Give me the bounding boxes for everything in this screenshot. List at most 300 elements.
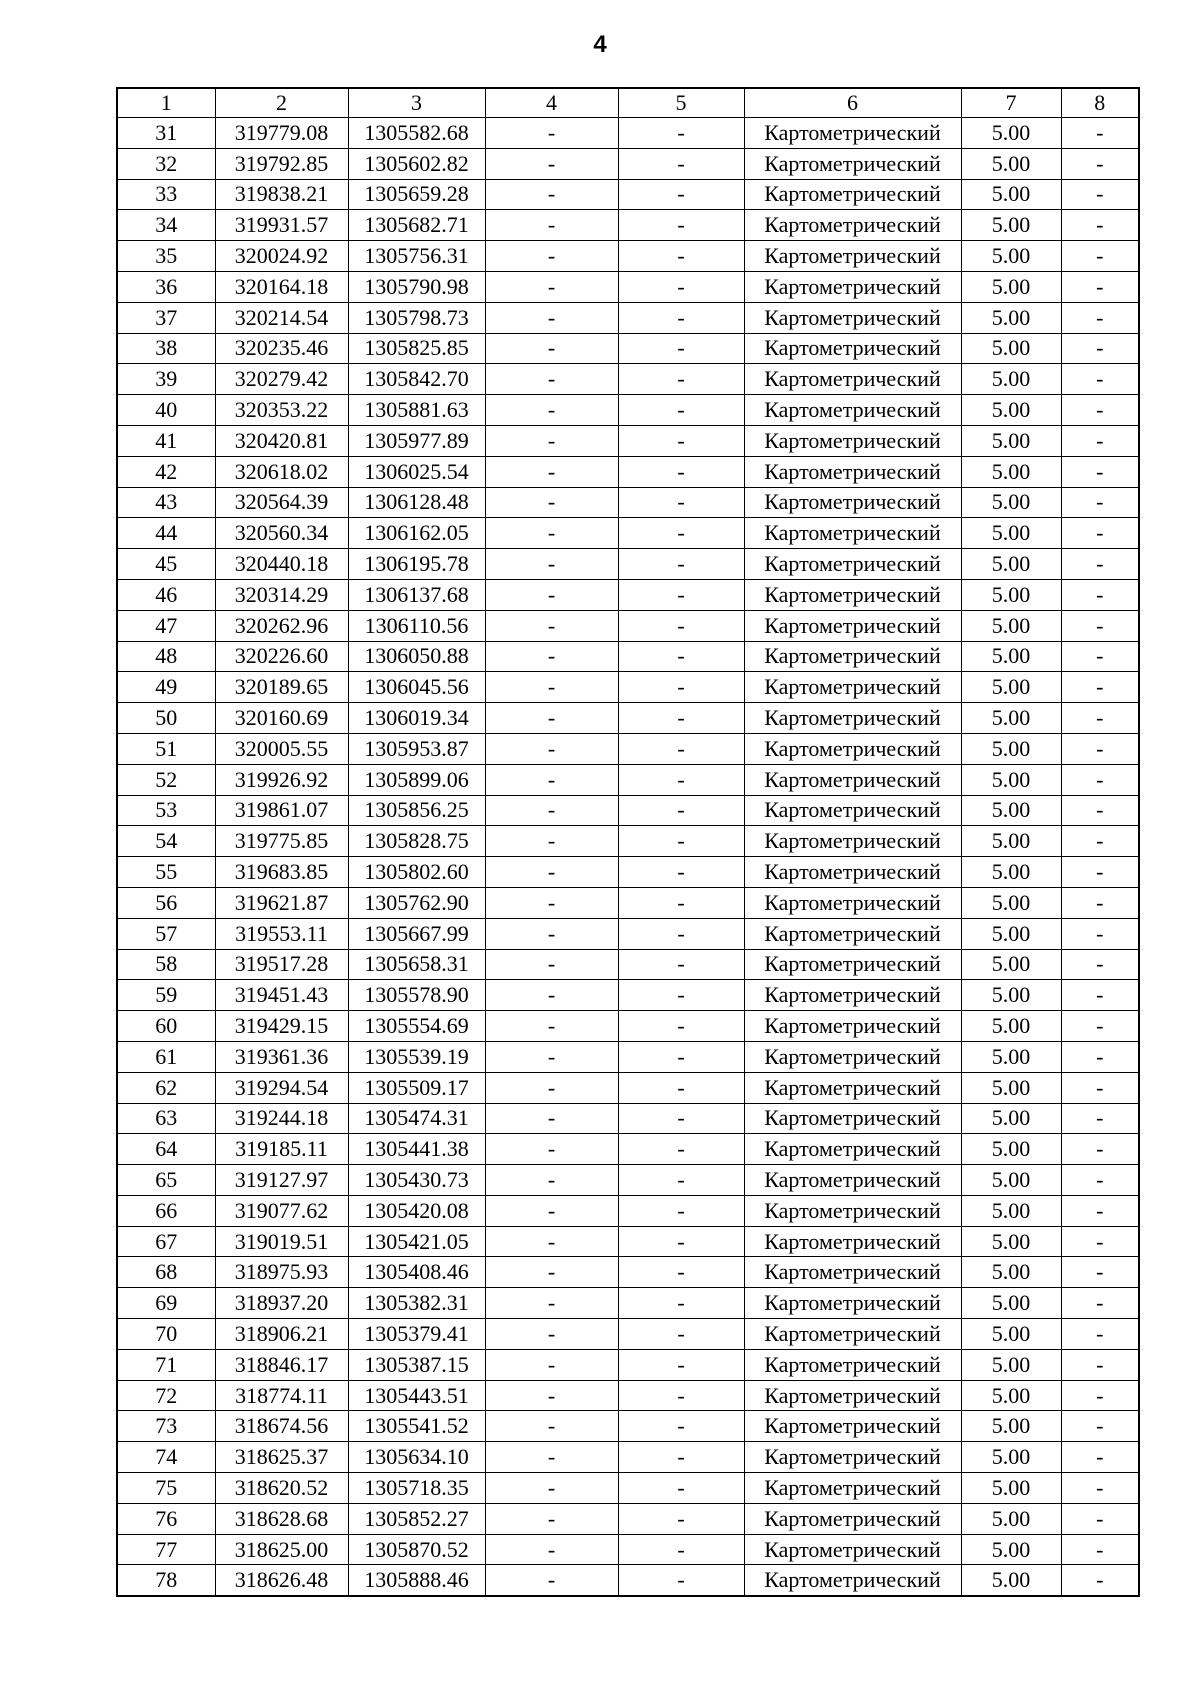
table-cell: - — [618, 1103, 744, 1134]
table-cell: 40 — [117, 395, 215, 426]
table-cell: - — [485, 1041, 618, 1072]
table-row — [117, 764, 1139, 795]
table-cell: Картометрический — [744, 364, 961, 395]
table-cell: Картометрический — [744, 1380, 961, 1411]
table-cell: Картометрический — [744, 672, 961, 703]
table-cell: 5.00 — [961, 1103, 1061, 1134]
table-cell: 1306195.78 — [348, 549, 485, 580]
table-cell: - — [1061, 1103, 1139, 1134]
table-cell: 318774.11 — [215, 1380, 348, 1411]
table-cell: 320279.42 — [215, 364, 348, 395]
table-cell: - — [618, 456, 744, 487]
table-row — [117, 179, 1139, 210]
table-cell: - — [618, 795, 744, 826]
table-cell: - — [1061, 1534, 1139, 1565]
table-row — [117, 1473, 1139, 1504]
table-cell: 1305667.99 — [348, 918, 485, 949]
table-cell: 49 — [117, 672, 215, 703]
table-cell: - — [618, 271, 744, 302]
table-cell: - — [485, 1565, 618, 1596]
table-cell: - — [618, 1072, 744, 1103]
table-cell: - — [485, 1134, 618, 1165]
table-cell: - — [485, 364, 618, 395]
table-row — [117, 1503, 1139, 1534]
table-cell: 5.00 — [961, 1288, 1061, 1319]
table-cell: - — [1061, 733, 1139, 764]
table-cell: 54 — [117, 826, 215, 857]
table-cell: Картометрический — [744, 887, 961, 918]
table-cell: - — [618, 1411, 744, 1442]
table-cell: - — [618, 1041, 744, 1072]
table-cell: 319926.92 — [215, 764, 348, 795]
table-cell: 319127.97 — [215, 1165, 348, 1196]
table-cell: 1305718.35 — [348, 1473, 485, 1504]
table-cell: - — [618, 241, 744, 272]
table-cell: 48 — [117, 641, 215, 672]
table-cell: 45 — [117, 549, 215, 580]
table-cell: - — [618, 826, 744, 857]
table-cell: - — [1061, 1473, 1139, 1504]
table-row — [117, 795, 1139, 826]
table-row — [117, 887, 1139, 918]
table-cell: 1305659.28 — [348, 179, 485, 210]
table-cell: 1305798.73 — [348, 302, 485, 333]
table-cell: - — [618, 610, 744, 641]
table-cell: Картометрический — [744, 1534, 961, 1565]
table-cell: 319185.11 — [215, 1134, 348, 1165]
table-cell: 1305870.52 — [348, 1534, 485, 1565]
table-cell: - — [618, 148, 744, 179]
table-cell: - — [1061, 302, 1139, 333]
table-cell: - — [618, 1565, 744, 1596]
table-cell: 320440.18 — [215, 549, 348, 580]
table-row — [117, 703, 1139, 734]
table-cell: - — [1061, 764, 1139, 795]
table-cell: 1305828.75 — [348, 826, 485, 857]
table-cell: - — [1061, 1257, 1139, 1288]
table-cell: 319779.08 — [215, 118, 348, 149]
table-cell: 75 — [117, 1473, 215, 1504]
column-header: 5 — [618, 88, 744, 118]
table-cell: 319077.62 — [215, 1195, 348, 1226]
table-cell: - — [1061, 456, 1139, 487]
table-cell: - — [485, 1195, 618, 1226]
table-cell: 37 — [117, 302, 215, 333]
table-cell: 60 — [117, 1011, 215, 1042]
table-cell: 61 — [117, 1041, 215, 1072]
table-row — [117, 672, 1139, 703]
table-cell: 1305888.46 — [348, 1565, 485, 1596]
table-row — [117, 118, 1139, 149]
table-cell: 1306128.48 — [348, 487, 485, 518]
table-cell: 5.00 — [961, 857, 1061, 888]
table-cell: - — [485, 487, 618, 518]
table-cell: 77 — [117, 1534, 215, 1565]
table-cell: - — [1061, 1041, 1139, 1072]
table-cell: - — [618, 1134, 744, 1165]
table-cell: - — [485, 395, 618, 426]
table-cell: - — [618, 733, 744, 764]
table-cell: 319861.07 — [215, 795, 348, 826]
table-cell: Картометрический — [744, 1011, 961, 1042]
column-header: 1 — [117, 88, 215, 118]
table-cell: 5.00 — [961, 795, 1061, 826]
table-cell: Картометрический — [744, 487, 961, 518]
table-cell: Картометрический — [744, 1041, 961, 1072]
table-cell: 1305762.90 — [348, 887, 485, 918]
table-cell: - — [1061, 395, 1139, 426]
table-cell: 1305856.25 — [348, 795, 485, 826]
table-cell: 319683.85 — [215, 857, 348, 888]
table-cell: 39 — [117, 364, 215, 395]
table-cell: - — [1061, 364, 1139, 395]
table-row — [117, 1011, 1139, 1042]
table-cell: 46 — [117, 579, 215, 610]
table-cell: 78 — [117, 1565, 215, 1596]
table-cell: Картометрический — [744, 395, 961, 426]
table-cell: Картометрический — [744, 210, 961, 241]
table-cell: 1305554.69 — [348, 1011, 485, 1042]
table-cell: - — [1061, 1411, 1139, 1442]
table-cell: 5.00 — [961, 364, 1061, 395]
table-cell: - — [485, 1503, 618, 1534]
table-cell: 318626.48 — [215, 1565, 348, 1596]
table-cell: - — [618, 1257, 744, 1288]
table-row — [117, 148, 1139, 179]
table-cell: - — [618, 179, 744, 210]
table-cell: 5.00 — [961, 764, 1061, 795]
table-cell: - — [1061, 795, 1139, 826]
table-cell: 33 — [117, 179, 215, 210]
table-cell: 63 — [117, 1103, 215, 1134]
table-cell: 55 — [117, 857, 215, 888]
table-cell: - — [1061, 179, 1139, 210]
table-cell: 71 — [117, 1349, 215, 1380]
table-cell: - — [485, 518, 618, 549]
table-cell: 1305825.85 — [348, 333, 485, 364]
table-cell: - — [485, 1380, 618, 1411]
table-cell: 318628.68 — [215, 1503, 348, 1534]
table-cell: - — [485, 549, 618, 580]
table-row — [117, 210, 1139, 241]
table-cell: 1305582.68 — [348, 118, 485, 149]
table-cell: 32 — [117, 148, 215, 179]
table-cell: Картометрический — [744, 549, 961, 580]
table-cell: 1306162.05 — [348, 518, 485, 549]
table-cell: - — [485, 610, 618, 641]
table-cell: Картометрический — [744, 1565, 961, 1596]
table-cell: 320005.55 — [215, 733, 348, 764]
column-header: 2 — [215, 88, 348, 118]
table-cell: 34 — [117, 210, 215, 241]
table-cell: - — [1061, 949, 1139, 980]
table-row — [117, 1411, 1139, 1442]
table-cell: 5.00 — [961, 1442, 1061, 1473]
table-cell: Картометрический — [744, 1165, 961, 1196]
table-cell: Картометрический — [744, 610, 961, 641]
table-cell: 318975.93 — [215, 1257, 348, 1288]
table-cell: - — [618, 764, 744, 795]
table-cell: - — [618, 395, 744, 426]
table-cell: - — [1061, 641, 1139, 672]
table-row — [117, 857, 1139, 888]
table-cell: 5.00 — [961, 887, 1061, 918]
table-cell: 318625.00 — [215, 1534, 348, 1565]
table-cell: 319451.43 — [215, 980, 348, 1011]
table-cell: 1305443.51 — [348, 1380, 485, 1411]
table-cell: - — [485, 1534, 618, 1565]
page-number: 4 — [593, 31, 607, 58]
table-cell: Картометрический — [744, 179, 961, 210]
table-cell: - — [485, 949, 618, 980]
table-cell: - — [1061, 118, 1139, 149]
table-row — [117, 518, 1139, 549]
table-cell: 1306025.54 — [348, 456, 485, 487]
table-cell: - — [1061, 887, 1139, 918]
table-cell: - — [485, 579, 618, 610]
table-cell: 1305421.05 — [348, 1226, 485, 1257]
table-cell: - — [618, 425, 744, 456]
column-header: 6 — [744, 88, 961, 118]
table-row — [117, 1041, 1139, 1072]
table-cell: 5.00 — [961, 949, 1061, 980]
table-cell: 319792.85 — [215, 148, 348, 179]
table-cell: - — [485, 210, 618, 241]
table-cell: Картометрический — [744, 333, 961, 364]
table-row — [117, 918, 1139, 949]
table-cell: - — [618, 364, 744, 395]
table-row — [117, 1195, 1139, 1226]
column-header: 4 — [485, 88, 618, 118]
table-cell: - — [485, 980, 618, 1011]
table-cell: - — [1061, 826, 1139, 857]
table-cell: - — [1061, 333, 1139, 364]
table-cell: 5.00 — [961, 241, 1061, 272]
table-cell: 5.00 — [961, 826, 1061, 857]
table-cell: 318674.56 — [215, 1411, 348, 1442]
table-cell: Картометрический — [744, 1103, 961, 1134]
table-cell: 320314.29 — [215, 579, 348, 610]
table-cell: 1305852.27 — [348, 1503, 485, 1534]
table-cell: 319621.87 — [215, 887, 348, 918]
table-cell: Картометрический — [744, 980, 961, 1011]
table-cell: 5.00 — [961, 1134, 1061, 1165]
table-cell: 5.00 — [961, 302, 1061, 333]
table-cell: - — [485, 672, 618, 703]
table-cell: - — [485, 1288, 618, 1319]
table-cell: 1306137.68 — [348, 579, 485, 610]
table-cell: Картометрический — [744, 1349, 961, 1380]
table-cell: Картометрический — [744, 1257, 961, 1288]
table-row — [117, 641, 1139, 672]
table-cell: Картометрический — [744, 271, 961, 302]
table-row — [117, 241, 1139, 272]
table-row — [117, 1534, 1139, 1565]
table-row — [117, 271, 1139, 302]
table-cell: 319775.85 — [215, 826, 348, 857]
table-row — [117, 425, 1139, 456]
table-cell: Картометрический — [744, 1134, 961, 1165]
table-cell: 320618.02 — [215, 456, 348, 487]
table-cell: 320214.54 — [215, 302, 348, 333]
table-cell: - — [618, 1380, 744, 1411]
table-cell: 64 — [117, 1134, 215, 1165]
table-cell: 5.00 — [961, 1319, 1061, 1350]
table-cell: 1305387.15 — [348, 1349, 485, 1380]
table-cell: - — [485, 887, 618, 918]
table-cell: Картометрический — [744, 241, 961, 272]
table-cell: Картометрический — [744, 118, 961, 149]
table-cell: - — [618, 672, 744, 703]
table-cell: 53 — [117, 795, 215, 826]
table-cell: 5.00 — [961, 1165, 1061, 1196]
table-cell: 5.00 — [961, 1257, 1061, 1288]
table-cell: - — [1061, 1011, 1139, 1042]
table-cell: - — [1061, 549, 1139, 580]
table-cell: Картометрический — [744, 1411, 961, 1442]
table-row — [117, 826, 1139, 857]
table-row — [117, 1349, 1139, 1380]
table-cell: - — [618, 210, 744, 241]
table-row — [117, 1380, 1139, 1411]
table-cell: - — [485, 857, 618, 888]
table-cell: 1305899.06 — [348, 764, 485, 795]
table-cell: 5.00 — [961, 1011, 1061, 1042]
table-cell: 44 — [117, 518, 215, 549]
table-cell: 57 — [117, 918, 215, 949]
table-cell: Картометрический — [744, 148, 961, 179]
table-cell: 1305842.70 — [348, 364, 485, 395]
table-cell: - — [485, 241, 618, 272]
table-cell: - — [485, 302, 618, 333]
table-cell: - — [1061, 1319, 1139, 1350]
table-cell: 31 — [117, 118, 215, 149]
table-cell: Картометрический — [744, 425, 961, 456]
table-row — [117, 1319, 1139, 1350]
table-cell: Картометрический — [744, 857, 961, 888]
table-cell: Картометрический — [744, 1226, 961, 1257]
table-row — [117, 1565, 1139, 1596]
table-row — [117, 949, 1139, 980]
table-cell: 5.00 — [961, 610, 1061, 641]
table-cell: - — [485, 1011, 618, 1042]
table-cell: 66 — [117, 1195, 215, 1226]
table-cell: 320235.46 — [215, 333, 348, 364]
table-cell: - — [485, 795, 618, 826]
table-row — [117, 302, 1139, 333]
table-cell: 73 — [117, 1411, 215, 1442]
table-cell: 74 — [117, 1442, 215, 1473]
table-cell: - — [618, 980, 744, 1011]
table-cell: 1305682.71 — [348, 210, 485, 241]
table-cell: 1305790.98 — [348, 271, 485, 302]
table-cell: 72 — [117, 1380, 215, 1411]
table-cell: 5.00 — [961, 179, 1061, 210]
table-cell: Картометрический — [744, 826, 961, 857]
table-cell: 5.00 — [961, 672, 1061, 703]
table-cell: Картометрический — [744, 949, 961, 980]
table-cell: - — [1061, 1565, 1139, 1596]
table-cell: - — [1061, 1349, 1139, 1380]
table-cell: - — [485, 1226, 618, 1257]
table-cell: Картометрический — [744, 918, 961, 949]
table-cell: 5.00 — [961, 118, 1061, 149]
table-cell: 320564.39 — [215, 487, 348, 518]
table-cell: 1305578.90 — [348, 980, 485, 1011]
table-cell: 47 — [117, 610, 215, 641]
table-cell: 5.00 — [961, 1195, 1061, 1226]
table-row — [117, 733, 1139, 764]
table-row — [117, 333, 1139, 364]
table-cell: - — [618, 302, 744, 333]
table-row — [117, 1072, 1139, 1103]
table-cell: 320353.22 — [215, 395, 348, 426]
table-cell: - — [1061, 703, 1139, 734]
table-cell: 67 — [117, 1226, 215, 1257]
table-body — [117, 118, 1139, 1597]
table-cell: 5.00 — [961, 918, 1061, 949]
table-cell: - — [485, 1349, 618, 1380]
table-cell: - — [618, 1226, 744, 1257]
table-cell: 1305408.46 — [348, 1257, 485, 1288]
table-cell: - — [1061, 487, 1139, 518]
table-cell: - — [618, 918, 744, 949]
table-cell: 5.00 — [961, 518, 1061, 549]
table-row — [117, 1257, 1139, 1288]
table-cell: 318937.20 — [215, 1288, 348, 1319]
table-cell: - — [1061, 1288, 1139, 1319]
table-cell: - — [618, 1349, 744, 1380]
table-cell: 1305541.52 — [348, 1411, 485, 1442]
table-cell: 320262.96 — [215, 610, 348, 641]
table-cell: Картометрический — [744, 1442, 961, 1473]
table-cell: 1306019.34 — [348, 703, 485, 734]
table-cell: - — [1061, 610, 1139, 641]
table-cell: - — [485, 333, 618, 364]
table-cell: - — [618, 487, 744, 518]
table-cell: - — [485, 1257, 618, 1288]
table-cell: 319931.57 — [215, 210, 348, 241]
table-cell: 320024.92 — [215, 241, 348, 272]
table-cell: - — [1061, 1195, 1139, 1226]
table-row — [117, 1288, 1139, 1319]
table-row — [117, 395, 1139, 426]
table-cell: 5.00 — [961, 733, 1061, 764]
table-cell: - — [485, 733, 618, 764]
table-cell: 318620.52 — [215, 1473, 348, 1504]
table-cell: 5.00 — [961, 395, 1061, 426]
table-cell: - — [1061, 425, 1139, 456]
table-cell: 318906.21 — [215, 1319, 348, 1350]
table-cell: 38 — [117, 333, 215, 364]
table-cell: 319019.51 — [215, 1226, 348, 1257]
table-cell: - — [1061, 1226, 1139, 1257]
table-cell: - — [1061, 241, 1139, 272]
table-cell: 320164.18 — [215, 271, 348, 302]
table-cell: 1305382.31 — [348, 1288, 485, 1319]
table-cell: - — [485, 764, 618, 795]
table-cell: - — [485, 1411, 618, 1442]
table-cell: 68 — [117, 1257, 215, 1288]
table-cell: 5.00 — [961, 980, 1061, 1011]
table-cell: Картометрический — [744, 1319, 961, 1350]
table-cell: 5.00 — [961, 1534, 1061, 1565]
table-cell: 5.00 — [961, 333, 1061, 364]
table-cell: - — [618, 703, 744, 734]
table-cell: - — [618, 1288, 744, 1319]
table-cell: Картометрический — [744, 302, 961, 333]
table-cell: - — [1061, 1165, 1139, 1196]
